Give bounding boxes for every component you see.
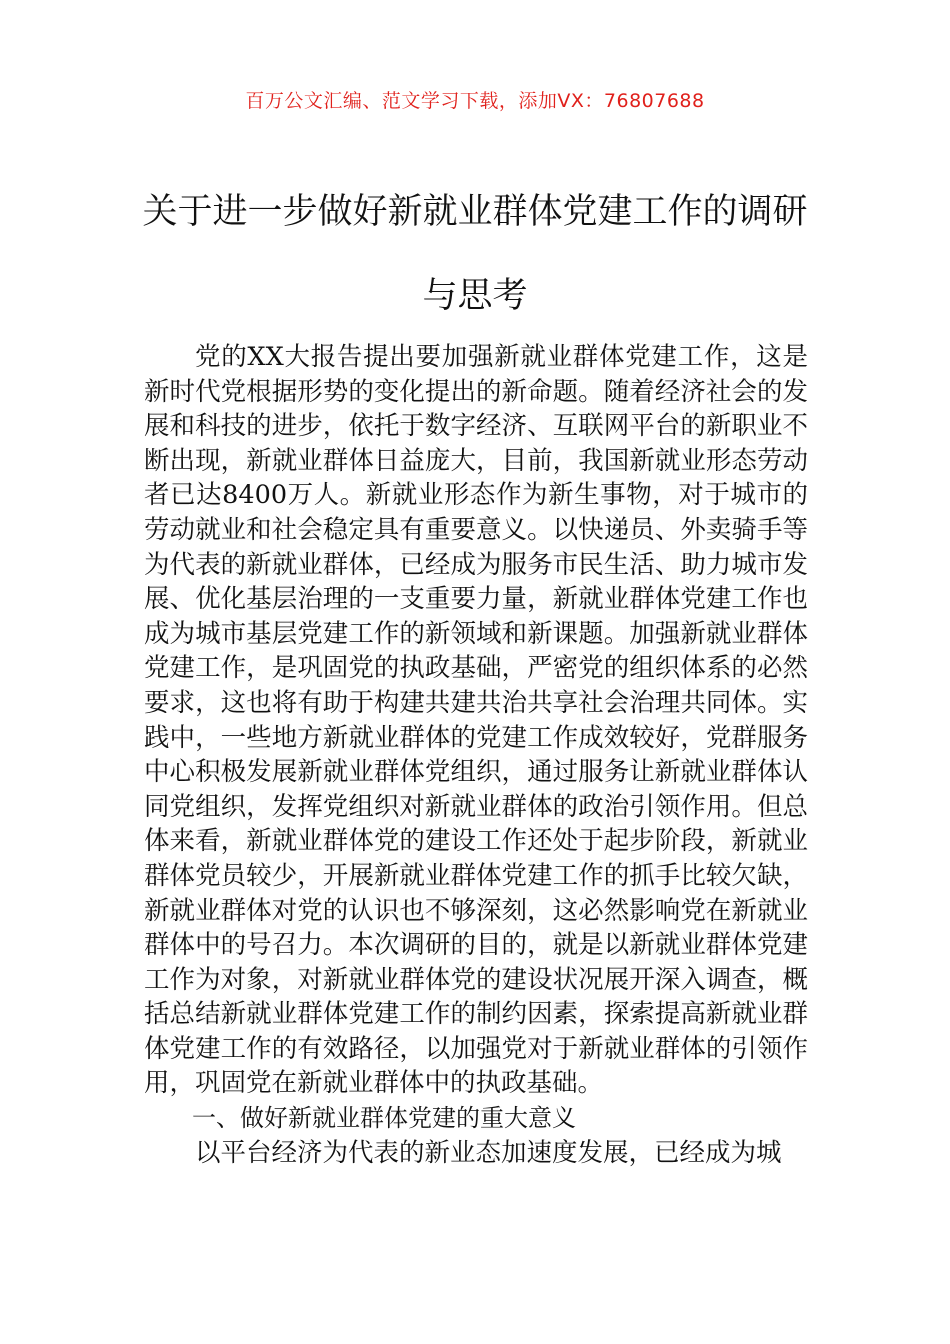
- section-paragraph: 以平台经济为代表的新业态加速度发展，已经成为城: [195, 1137, 782, 1168]
- document-body: [144, 340, 808, 1170]
- section-heading: 一、做好新就业群体党建的重大意义: [192, 1104, 576, 1133]
- page-title: 关于进一步做好新就业群体党建工作的调研与思考: [142, 192, 808, 316]
- intro-paragraph: 党的XX大报告提出要加强新就业群体党建工作，这是新时代党根据形势的变化提出的新命题。随着经济社会的发展和科技的进步，依托于数字经济、互联网平台的新职业不断出现，新就业群体日益庞大，目前，我国新就业形态劳动者已达8400万人。新就业形态作为新生事物，对于城市的劳动就业和社会稳定具有重要意义。以快递员、外卖骑手等为代表的新就业群体，已经成为服务市民生活、助力城市发展、优化基层治理的一支重要力量，新就业群体党建工作也成为城市基层党建工作的新领域和新课题。加强新就业群体党建工作，是巩固党的执政基础，严密党的组织体系的必然要求，这也将有助于构建共建共治共享社会治理共同体。实践中，一些地方新就业群体的党建工作成效较好，党群服务中心积极发展新就业群体党组织，通过服务让新就业群体认同党组织，发挥党组织对新就业群体的政治引领作用。但总体来看，新就业群体党的建设工作还处于起步阶段，新就业群体党员较少，开展新就业群体党建工作的抓手比较欠缺，新就业群体对党的认识也不够深刻，这必然影响党在新就业群体中的号召力。本次调研的目的，就是以新就业群体党建工作为对象，对新就业群体党的建设状况展开深入调查，概括总结新就业群体党建工作的制约因素，探索提高新就业群体党建工作的有效路径，以加强党对于新就业群体的引领作用，巩固党在新就业群体中的执政基础。: [144, 342, 808, 1099]
- header-notice: 百万公文汇编、范文学习下载，添加VX：76807688: [245, 90, 705, 112]
